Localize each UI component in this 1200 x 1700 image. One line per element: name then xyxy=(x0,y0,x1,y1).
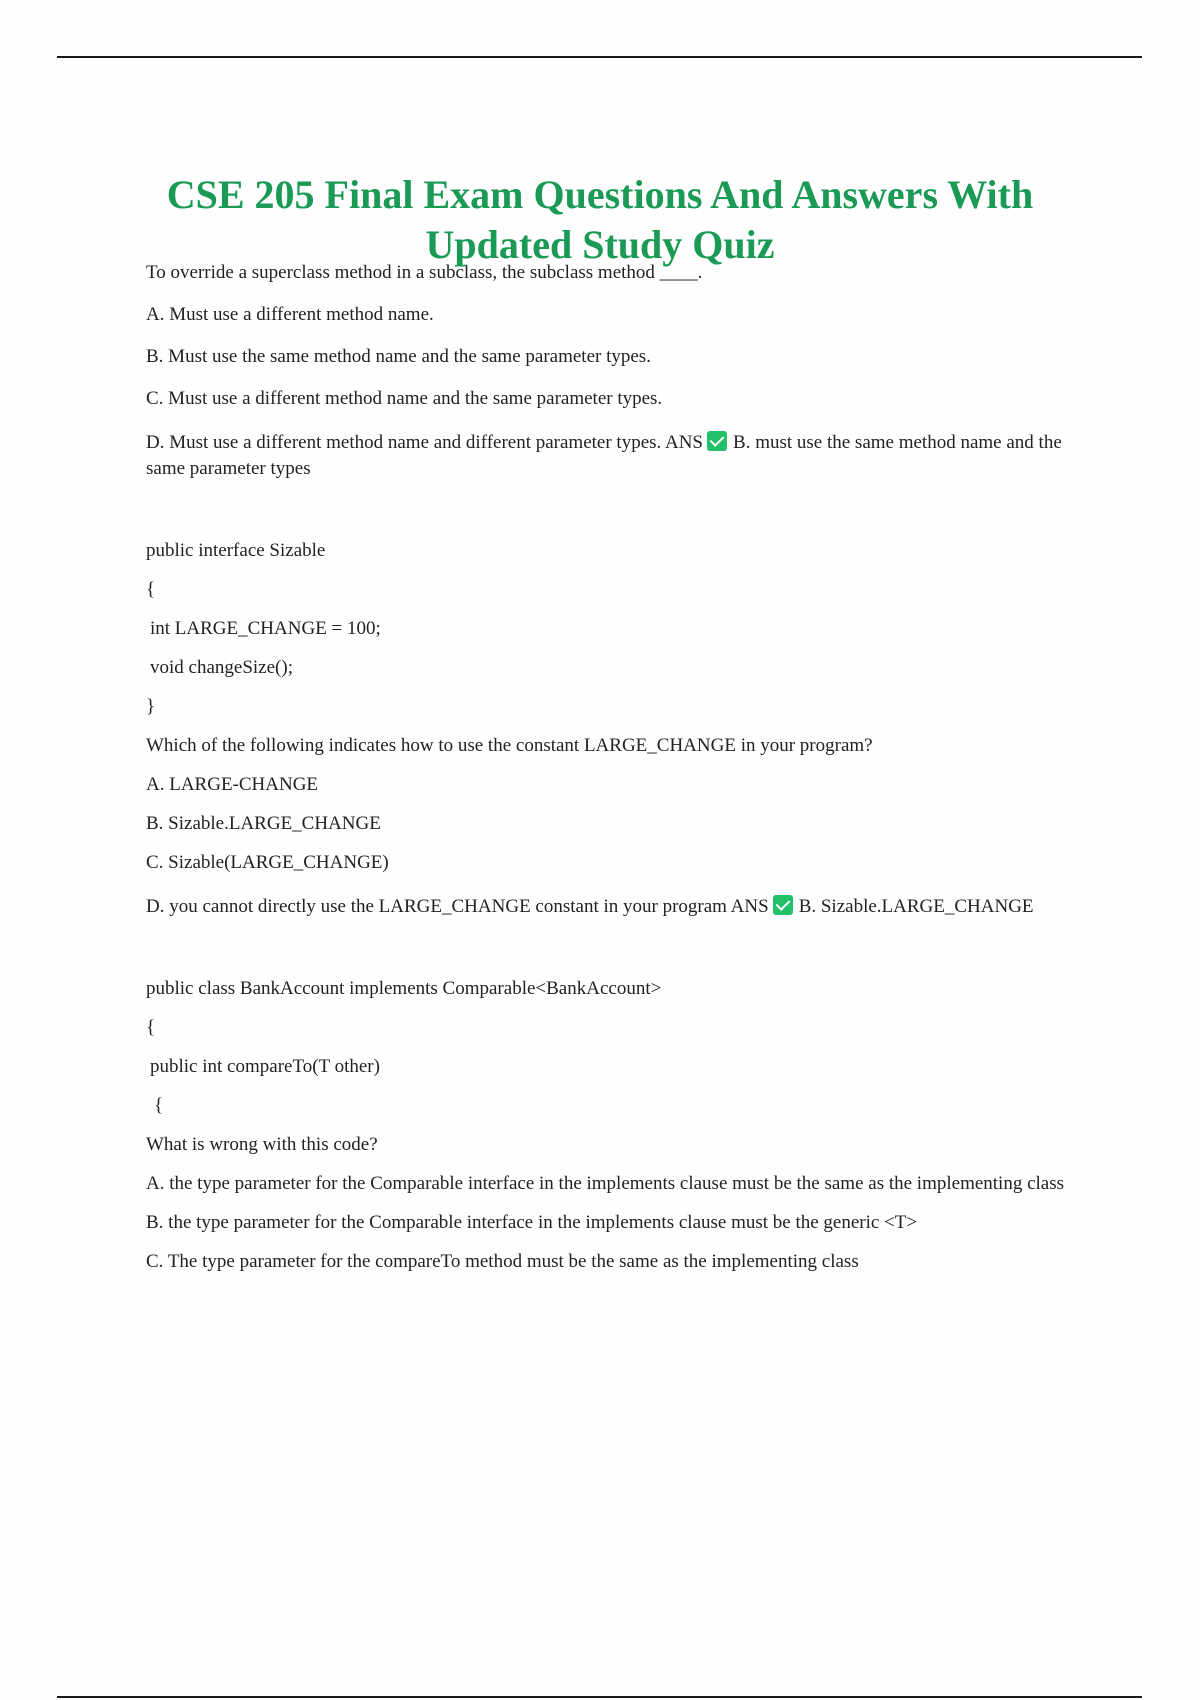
code-line: int LARGE_CHANGE = 100; xyxy=(150,618,381,639)
option-b: B. Sizable.LARGE_CHANGE xyxy=(146,813,381,834)
document-title: CSE 205 Final Exam Questions And Answers With Updated Study Quiz xyxy=(166,171,1034,267)
option-d: D. you cannot directly use the LARGE_CHANGE constant in your program ANS xyxy=(146,896,769,917)
question-2 xyxy=(146,538,1066,920)
question-text: To override a superclass method in a subclass, the subclass method ____. xyxy=(146,262,703,283)
code-line: { xyxy=(154,1095,164,1116)
code-line: { xyxy=(146,1017,156,1038)
top-rule xyxy=(57,56,1142,58)
code-line: } xyxy=(146,696,156,717)
code-line: public int compareTo(T other) xyxy=(150,1056,380,1077)
option-d-with-answer xyxy=(146,894,1066,920)
option-b: B. the type parameter for the Comparable interface in the implements clause must be the generic <T> xyxy=(146,1212,918,1233)
option-d: D. Must use a different method name and different parameter types. ANS xyxy=(146,432,704,453)
code-line: { xyxy=(146,579,156,600)
answer-text: B. must use the same method name and the same parameter types xyxy=(146,432,1062,479)
answer-text: B. Sizable.LARGE_CHANGE xyxy=(798,896,1034,917)
document-body xyxy=(146,260,1066,1275)
bottom-rule xyxy=(57,1696,1142,1698)
option-c: C. The type parameter for the compareTo method must be the same as the implementing class xyxy=(146,1251,859,1272)
option-a: A. LARGE-CHANGE xyxy=(146,774,319,795)
checkmark-icon xyxy=(707,431,727,451)
question-3 xyxy=(146,976,1066,1275)
option-a: A. Must use a different method name. xyxy=(146,304,434,325)
option-d-with-answer xyxy=(146,430,1066,482)
question-text: What is wrong with this code? xyxy=(146,1134,378,1155)
option-c: C. Must use a different method name and the same parameter types. xyxy=(146,388,663,409)
question-1 xyxy=(146,260,1066,482)
code-line: void changeSize(); xyxy=(150,657,293,678)
option-b: B. Must use the same method name and the same parameter types. xyxy=(146,346,651,367)
checkmark-icon xyxy=(773,895,793,915)
option-a: A. the type parameter for the Comparable interface in the implements clause must be the same as the implementing class xyxy=(146,1173,1065,1194)
code-line: public class BankAccount implements Comparable<BankAccount> xyxy=(146,978,662,999)
question-text: Which of the following indicates how to use the constant LARGE_CHANGE in your program? xyxy=(146,735,873,756)
option-c: C. Sizable(LARGE_CHANGE) xyxy=(146,852,389,873)
code-line: public interface Sizable xyxy=(146,540,326,561)
